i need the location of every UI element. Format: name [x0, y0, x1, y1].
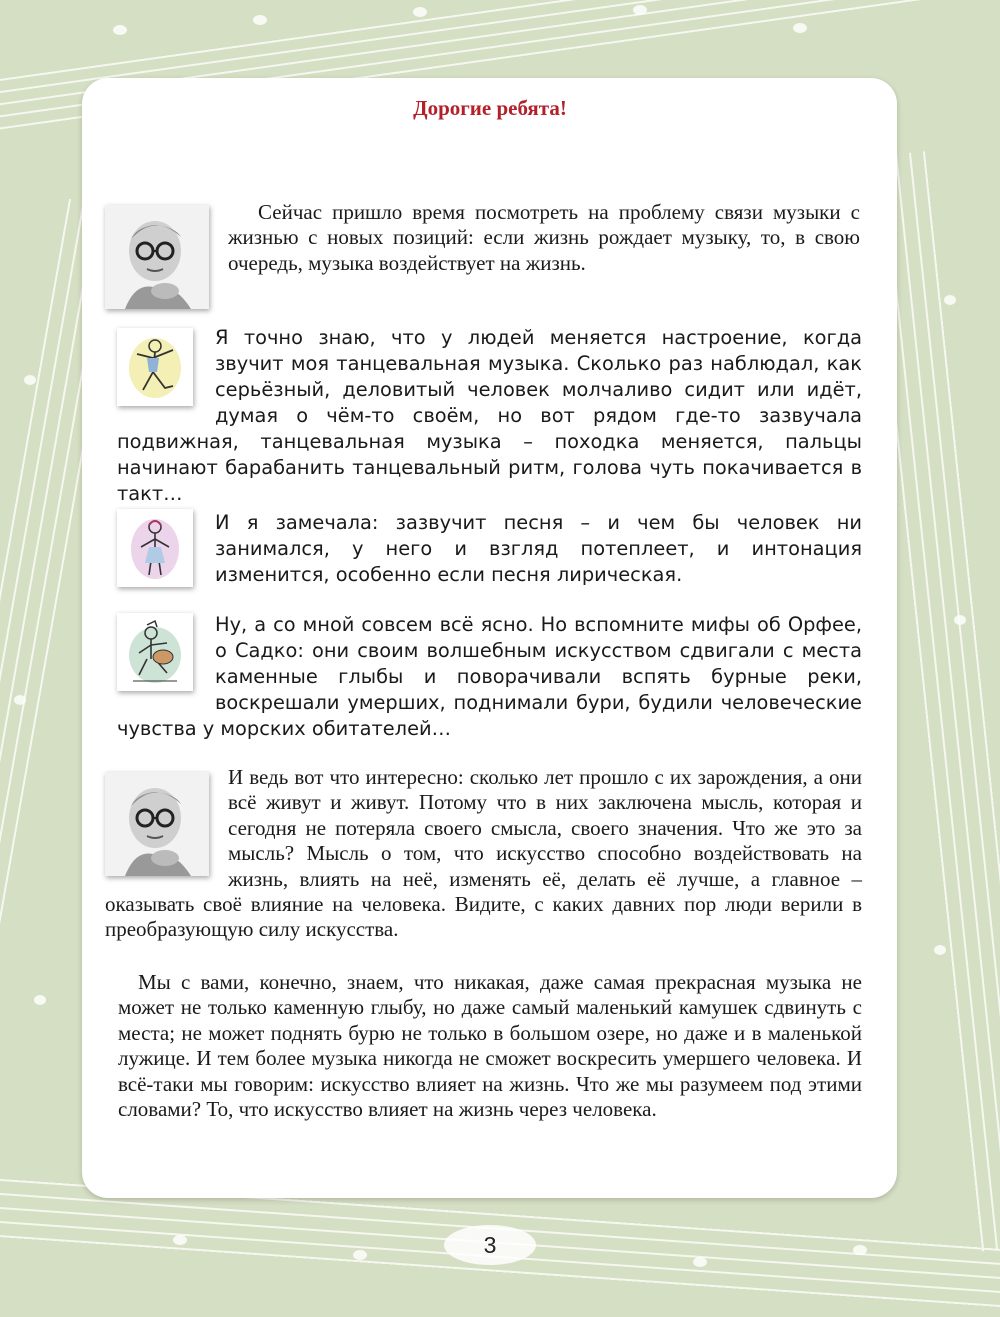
dancer-boy-avatar — [117, 328, 193, 406]
paragraph-song — [117, 510, 862, 588]
paragraph-song-text: И я замечала: зазвучит песня – и чем бы человек ни занимался, у него и взгляд потеплеет, и интонация изменится, особенно если песня лирическая. — [215, 511, 862, 586]
paragraph-conclusion-text: Мы с вами, конечно, знаем, что никакая, даже самая прекрасная музыка не может не только каменную глыбу, но даже самый маленький камушек сдвинуть с места; не может поднять бурю не только в большом озере, но даже и в маленькой лужице. И тем более музыка никогда не сможет воскресить умершего человека. И всё-таки мы говорим: искусство влияет на жизнь. Что же мы разумеем под этими словами? То, что искусство влияет на жизнь через человека. — [118, 970, 862, 1122]
paragraph-myths-text: Ну, а со мной совсем всё ясно. Но вспомните мифы об Орфее, о Садко: они своим волшебным искусством сдвигали с места каменные глыбы и поворачивали вспять бурные реки, воскрешали умерших, поднимали бури, будили человеческие чувства у морских обитателей… — [117, 613, 862, 740]
musician-avatar — [117, 613, 193, 691]
paragraph-intro — [228, 200, 860, 276]
paragraph-ideas — [105, 765, 862, 943]
paragraph-myths — [117, 612, 862, 742]
paragraph-dance-text: Я точно знаю, что у людей меняется настроение, когда звучит моя танцевальная музыка. Сколько раз наблюдал, как серьёзный, деловитый человек молчаливо сидит или идёт, думая о чём-то своём, но вот рядом где-то зазвучала подвижная, танцевальная музыка – походка меняется, пальцы начинают барабанить танцевальный ритм, голова чуть покачивается в такт… — [117, 326, 862, 505]
paragraph-ideas-text: И ведь вот что интересно: сколько лет прошло с их зарождения, а они всё живут и живут. Потому что в них заключена мысль, которая и сегодня не потеряла своего смысла, своего значения. Что же это за мысль? Мысль о том, что искусство способно воздействовать на жизнь, влиять на неё, изменять её, делать её лучше, а главное – оказывать своё влияние на человека. Видите, с каких давних пор люди верили в преобразующую силу искусства. — [105, 765, 862, 942]
composer-portrait-2 — [105, 772, 209, 876]
page-title: Дорогие ребята! — [413, 96, 567, 120]
paragraph-intro-text: Сейчас пришло время посмотреть на проблему связи музыки с жизнью с новых позиций: если жизнь рождает музыку, то, в свою очередь, музыка воздействует на жизнь. — [228, 200, 860, 275]
paragraph-dance — [117, 325, 862, 507]
paragraph-conclusion — [118, 970, 862, 1122]
singer-girl-avatar — [117, 509, 193, 587]
page-number: 3 — [483, 1232, 497, 1258]
composer-portrait — [105, 205, 209, 309]
page-number-badge — [440, 1222, 540, 1268]
